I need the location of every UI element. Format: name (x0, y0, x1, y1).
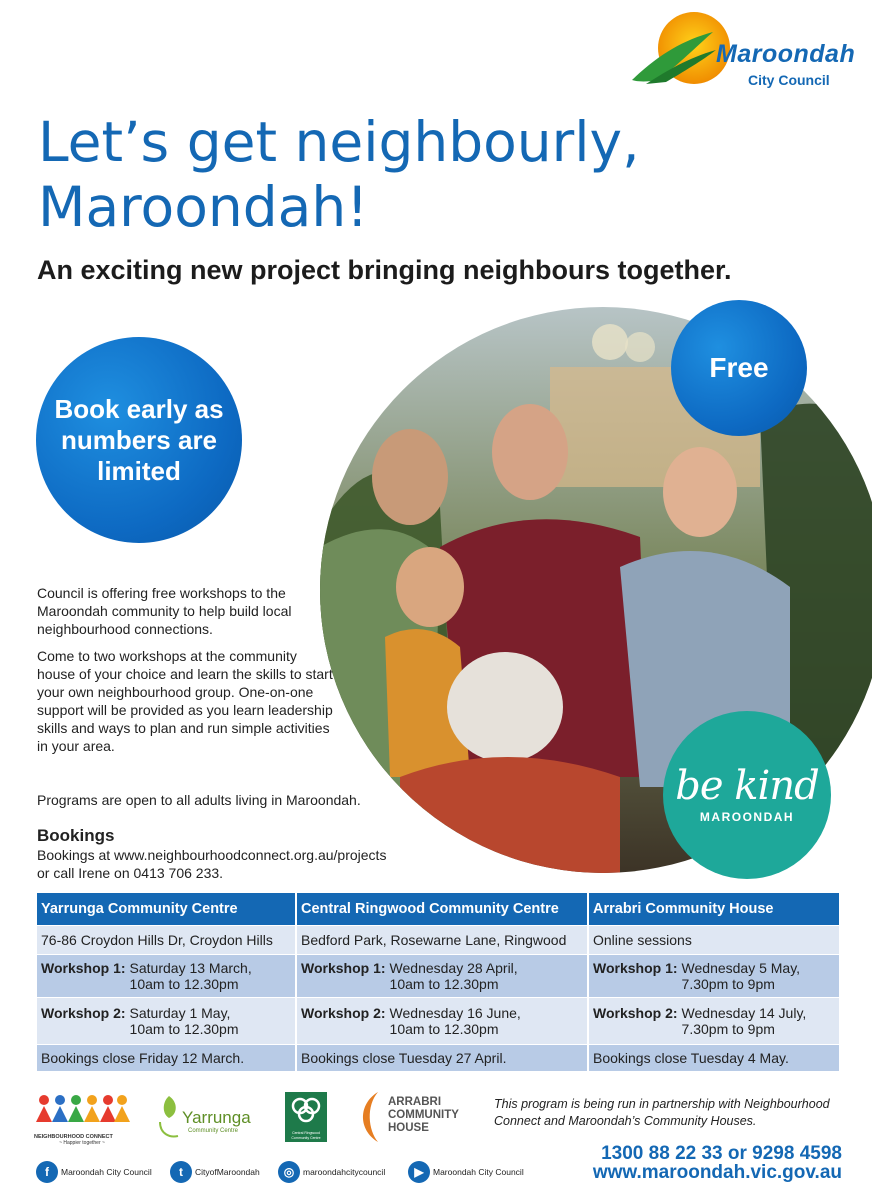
twitter-link[interactable] (170, 1160, 260, 1184)
details-paragraph: Come to two workshops at the community house of your choice and learn the skills to start your own neighbourhood group. One-on-one support will be provided as you learn leadership skills and ways to plan and run simple activities in your area. (37, 648, 333, 754)
logo-brand: Maroondah (716, 40, 856, 68)
table-row (37, 1044, 839, 1071)
address-cell: 76-86 Croydon Hills Dr, Croydon Hills (37, 925, 295, 954)
workshop-date: Wednesday 28 April, (389, 960, 518, 976)
workshop-table (35, 893, 841, 1071)
workshop-cell (297, 997, 587, 1044)
header-yarrunga: Yarrunga Community Centre (37, 893, 295, 925)
bookings-url-line[interactable]: Bookings at www.neighbourhoodconnect.org.au/projects (37, 847, 387, 863)
be-kind-badge (663, 711, 831, 879)
twitter-icon: t (170, 1161, 192, 1183)
facebook-label: Maroondah City Council (61, 1167, 152, 1177)
workshop-time: 7.30pm to 9pm (681, 976, 775, 992)
yarrunga-logo (156, 1092, 266, 1142)
yarrunga-sub: Community Centre (188, 1128, 239, 1134)
workshop-time: 10am to 12.30pm (389, 1021, 499, 1037)
crcc-name: Central Ringwood Community Centre (291, 1131, 321, 1140)
workshop-cell (589, 954, 839, 997)
yarrunga-name: Yarrunga (182, 1108, 251, 1127)
partnership-statement: This program is being run in partnership with Neighbourhood Connect and Maroondah’s Community Houses. (494, 1097, 830, 1128)
table-row (37, 925, 839, 954)
knot-icon (285, 1092, 327, 1126)
workshop-cell (589, 997, 839, 1044)
title-line-1: Let’s get neighbourly, (38, 110, 640, 174)
close-cell: Bookings close Tuesday 4 May. (589, 1044, 839, 1071)
free-text: Free (709, 352, 769, 383)
workshop-cell (37, 997, 295, 1044)
workshop-date: Wednesday 5 May, (681, 960, 801, 976)
instagram-label: maroondahcitycouncil (303, 1167, 386, 1177)
workshop-cell (297, 954, 587, 997)
arrabri-text (388, 1096, 459, 1135)
address-cell: Online sessions (589, 925, 839, 954)
workshop-label: Workshop 2: (301, 1005, 386, 1021)
subheading: An exciting new project bringing neighbours together. (37, 255, 732, 285)
youtube-label: Maroondah City Council (433, 1167, 524, 1177)
workshop-label: Workshop 1: (301, 960, 386, 976)
workshop-label: Workshop 1: (41, 960, 126, 976)
workshop-label: Workshop 2: (593, 1005, 678, 1021)
header-arrabri: Arrabri Community House (589, 893, 839, 925)
table-header-row (37, 893, 839, 925)
table-row (37, 997, 839, 1044)
arrabri-line: ARRABRI (388, 1096, 442, 1108)
bookings-text (37, 846, 437, 882)
workshop-time: 10am to 12.30pm (389, 976, 499, 992)
workshop-label: Workshop 2: (41, 1005, 126, 1021)
youtube-icon: ▶ (408, 1161, 430, 1183)
eligibility-paragraph: Programs are open to all adults living in Maroondah. (37, 792, 361, 808)
people-icon (34, 1092, 130, 1128)
nc-name: NEIGHBOURHOOD CONNECT (34, 1134, 113, 1140)
workshop-date: Saturday 1 May, (129, 1005, 231, 1021)
title-line-2: Maroondah! (38, 175, 369, 239)
youtube-link[interactable] (408, 1160, 524, 1184)
book-early-badge (36, 337, 242, 543)
intro-paragraph: Council is offering free workshops to the Maroondah community to help build local neighbourhood connections. (37, 585, 292, 637)
instagram-icon: ◎ (278, 1161, 300, 1183)
website-link[interactable]: www.maroondah.vic.gov.au (592, 1162, 842, 1183)
workshop-date: Wednesday 14 July, (681, 1005, 807, 1021)
contact-phones[interactable]: 1300 88 22 33 or 9298 4598 (601, 1143, 842, 1164)
workshop-cell (37, 954, 295, 997)
close-cell: Bookings close Friday 12 March. (37, 1044, 295, 1071)
arrabri-logo (354, 1090, 474, 1144)
workshop-time: 7.30pm to 9pm (681, 1021, 775, 1037)
header-central-ringwood: Central Ringwood Community Centre (297, 893, 587, 925)
facebook-icon: f (36, 1161, 58, 1183)
nc-tag: ~ Happier together ~ (59, 1140, 105, 1146)
leaf-icon (156, 1092, 182, 1142)
workshop-date: Wednesday 16 June, (389, 1005, 521, 1021)
twitter-label: CityofMaroondah (195, 1167, 260, 1177)
facebook-link[interactable] (36, 1160, 152, 1184)
close-cell: Bookings close Tuesday 27 April. (297, 1044, 587, 1071)
arrabri-line: COMMUNITY (388, 1109, 459, 1121)
bookings-heading: Bookings (37, 826, 115, 845)
book-early-text: Book early as numbers are limited (54, 393, 224, 486)
be-kind-word: MAROONDAH (699, 810, 795, 824)
page-title (38, 110, 838, 240)
workshop-label: Workshop 1: (593, 960, 678, 976)
arrabri-line: HOUSE (388, 1122, 429, 1134)
logo-subtitle: City Council (748, 72, 830, 88)
central-ringwood-logo (285, 1092, 327, 1142)
table-row (37, 954, 839, 997)
workshop-time: 10am to 12.30pm (129, 976, 239, 992)
bookings-phone-line: or call Irene on 0413 706 233. (37, 865, 224, 881)
instagram-link[interactable] (278, 1160, 385, 1184)
address-cell: Bedford Park, Rosewarne Lane, Ringwood (297, 925, 587, 954)
free-badge (671, 300, 807, 436)
boomerang-icon (354, 1090, 384, 1144)
be-kind-script: be kind (675, 763, 819, 809)
workshop-date: Saturday 13 March, (129, 960, 252, 976)
neighbourhood-connect-logo (34, 1092, 130, 1146)
workshop-time: 10am to 12.30pm (129, 1021, 239, 1037)
maroondah-logo (628, 10, 856, 92)
